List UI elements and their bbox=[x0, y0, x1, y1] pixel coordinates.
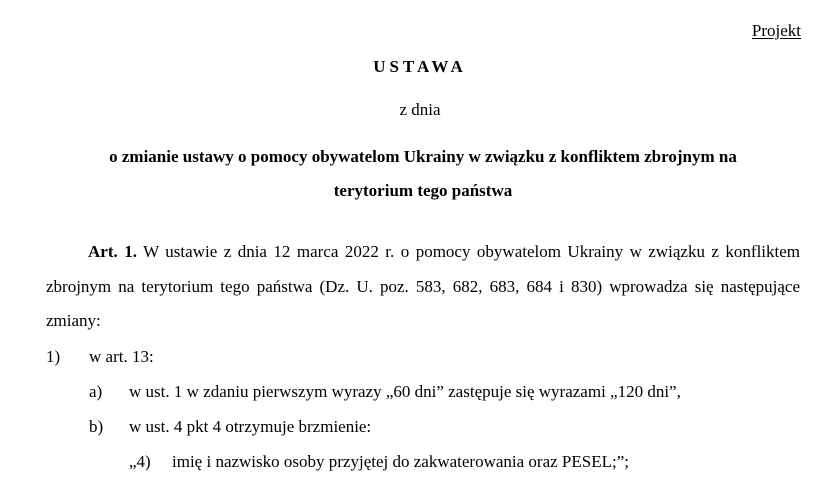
act-title-line-2: terytorium tego państwa bbox=[333, 181, 513, 200]
document-type-heading: USTAWA bbox=[373, 57, 467, 76]
quoted-point-text: imię i nazwisko osoby przyjętej do zakwaterowania oraz PESEL;”; bbox=[172, 452, 629, 471]
subitem-letter: b) bbox=[89, 417, 104, 436]
article-1-paragraph bbox=[46, 235, 800, 339]
projekt-label: Projekt bbox=[751, 21, 801, 40]
list-item-text: w art. 13: bbox=[89, 347, 154, 366]
quoted-point-number: „4) bbox=[129, 452, 151, 471]
article-1-label: Art. 1. bbox=[88, 242, 137, 261]
list-item-number: 1) bbox=[46, 347, 61, 366]
date-line: z dnia bbox=[399, 100, 441, 119]
article-1-text: W ustawie z dnia 12 marca 2022 r. o pomocy obywatelom Ukrainy w związku z konfliktem zbrojnym na terytorium tego państwa (Dz. U. poz. 583, 682, 683, 684 i 830) wprowadza się następujące zmiany: bbox=[46, 242, 801, 330]
subitem-letter: a) bbox=[89, 382, 103, 401]
subitem-text: w ust. 4 pkt 4 otrzymuje brzmienie: bbox=[129, 417, 372, 436]
act-title-line-1: o zmianie ustawy o pomocy obywatelom Ukrainy w związku z konfliktem zbrojnym na bbox=[109, 147, 737, 166]
subitem-text: w ust. 1 w zdaniu pierwszym wyrazy „60 dni” zastępuje się wyrazami „120 dni”, bbox=[129, 382, 681, 401]
